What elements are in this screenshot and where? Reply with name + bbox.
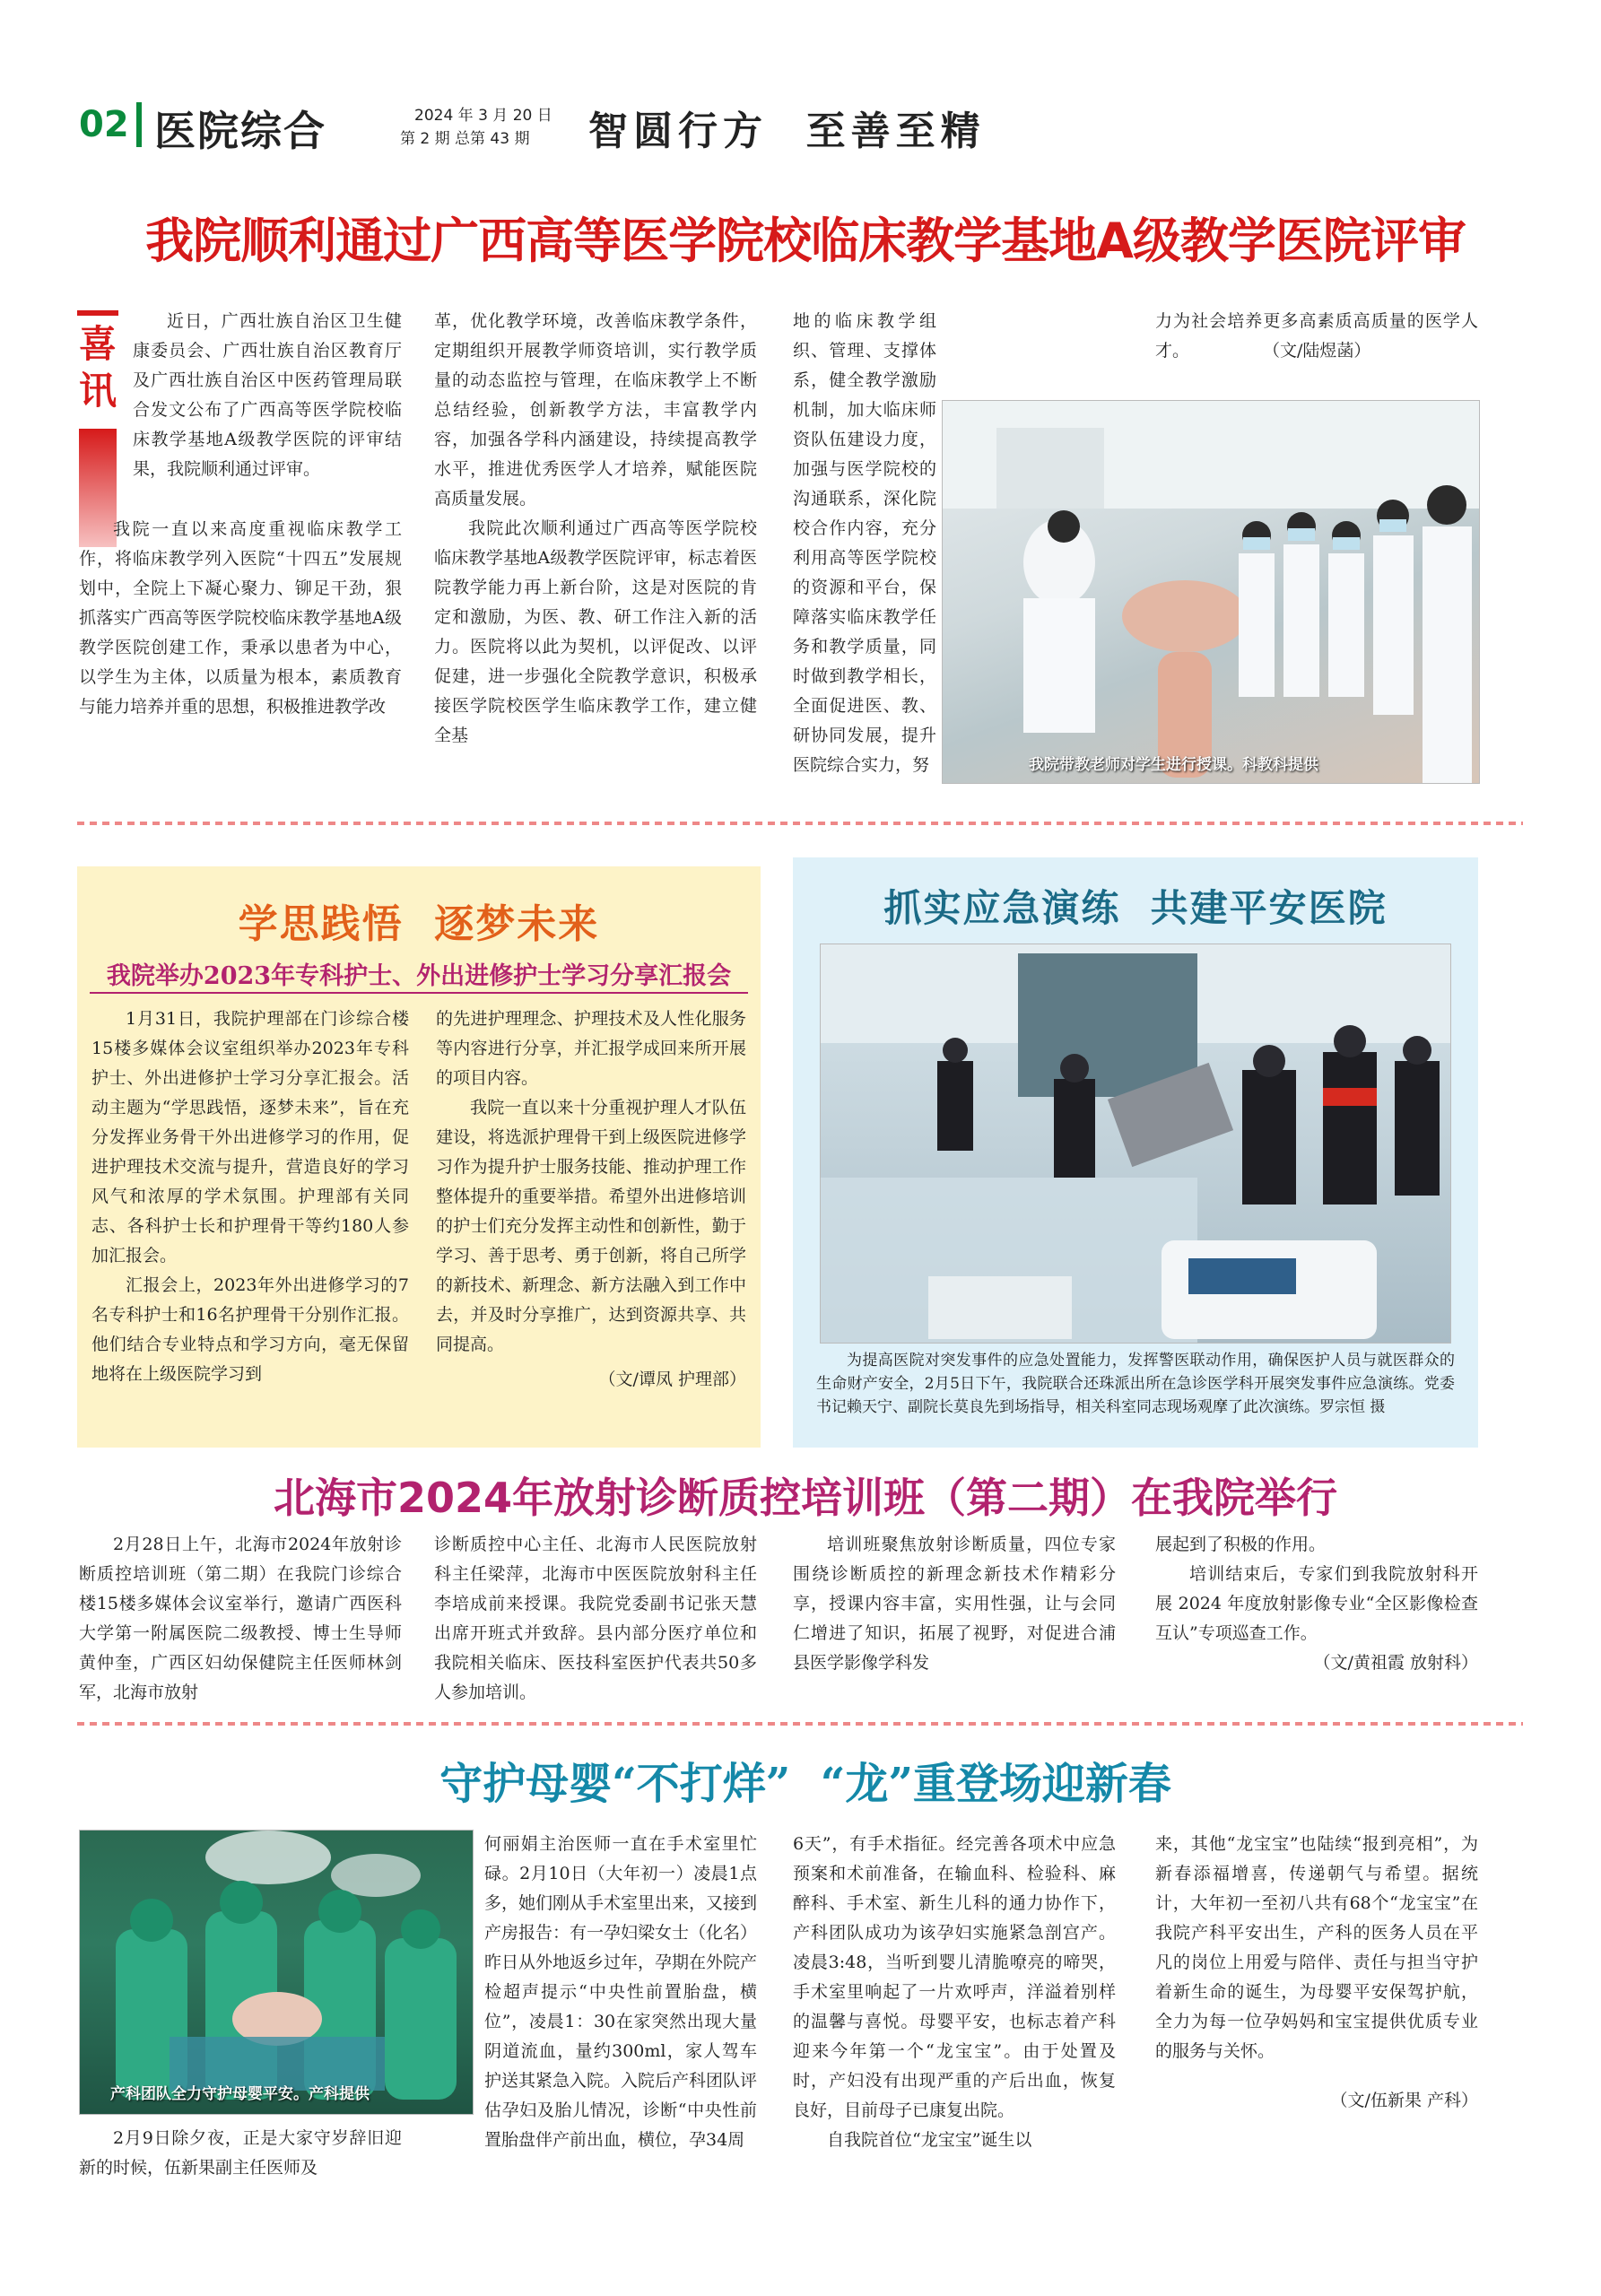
- article1-para: 近日，广西壮族自治区卫生健康委员会、广西壮族自治区教育厅及广西壮族自治区中医药管理局联合发文公布了广西高等医学院校临床教学基地A级教学医院的评审结果，我院顺利通过评审。: [133, 311, 402, 479]
- article4-title: 北海市2024年放射诊断质控培训班（第二期）在我院举行: [273, 1474, 1338, 1522]
- article1-title: 我院顺利通过广西高等医学院校临床教学基地A级教学医院评审: [145, 213, 1466, 269]
- article1-col1: [133, 307, 402, 484]
- article1-para: 我院一直以来高度重视临床教学工作，将临床教学列入医院“十四五”发展规划中，全院上下凝心聚力、铆足干劲，狠抓落实广西高等医学院校临床教学基地A级教学医院创建工作，秉承以患者为中心，以学生为主体，以质量为根本，素质教育与能力培养并重的思想，积极推进教学改: [79, 519, 402, 717]
- drill-caption: 为提高医院对突发事件的应急处置能力，发挥警医联动作用，确保医护人员与就医群众的生命财产安全，2月5日下午，我院联合还珠派出所在急诊医学科开展突发事件应急演练。党委书记赖天宁、副院长莫良先到场指导，相关科室同志现场观摩了此次演练。罗宗恒 摄: [816, 1352, 1455, 1416]
- surgery-photo-art: [80, 1831, 474, 2115]
- article5-col4: [1155, 1830, 1478, 2116]
- article3-title: 抓实应急演练 共建平安医院: [883, 886, 1388, 930]
- issue-number: 第 2 期 总第 43 期: [400, 130, 530, 148]
- article2-para: 1月31日，我院护理部在门诊综合楼15楼多媒体会议室组织举办2023年专科护士、外出进修护士学习分享汇报会。活动主题为“学思践悟，逐梦未来”，旨在充分发挥业务骨干外出进修学习的作用，促进护理技术交流与提升，营造良好的学习风气和浓厚的学术氛围。护理部有关同志、各科护士长和护理骨干等约180人参加汇报会。: [91, 1009, 409, 1265]
- surgery-photo: [79, 1830, 474, 2115]
- article1-para: 力为社会培养更多高素质高质量的医学人才。: [1155, 311, 1478, 361]
- article1-para: 地的临床教学组织、管理、支撑体系，健全教学激励机制，加大临床师资队伍建设力度，加强与医学院校的沟通联系，深化院校合作内容，充分利用高等医学院校的资源和平台，保障落实临床教学任务和教学质量，同时做到教学相长，全面促进医、教、研协同发展，提升医院综合实力，努: [793, 311, 936, 775]
- article5-col2: [484, 1830, 757, 2155]
- article1-col1-lower: [79, 515, 402, 722]
- article4-para: 诊断质控中心主任、北海市人民医院放射科主任梁萍，北海市中医医院放射科主任李培成前来授课。我院党委副书记张天慧出席开班式并致辞。县内部分医疗单位和我院相关临床、医技科室医护代表共50多人参加培训。: [434, 1535, 757, 1702]
- surgery-photo-caption: 产科团队全力守护母婴平安。产科提供: [110, 2085, 370, 2103]
- drill-photo: [820, 944, 1451, 1344]
- article1-para: 我院此次顺利通过广西高等医学院校临床教学基地A级教学医院评审，标志着医院教学能力再上新台阶，这是对医院的肯定和激励，为医、教、研工作注入新的活力。医院将以此为契机，以评促改、以评促建，进一步强化全院教学意识，积极承接医学院校医学生临床教学工作，建立健全基: [434, 518, 757, 745]
- nursing-report-panel: [77, 866, 761, 1448]
- article5-para: 2月9日除夕夜，正是大家守岁辞旧迎新的时候，伍新果副主任医师及: [79, 2128, 402, 2178]
- drill-photo-art: [821, 944, 1451, 1344]
- news-tag-label: 喜讯: [79, 322, 117, 413]
- article4-para: 培训结束后，专家们到我院放射科开展 2024 年度放射影像专业“全区影像检查互认”专项巡查工作。: [1155, 1564, 1478, 1643]
- article5-author: （文/伍新果 产科）: [1330, 2091, 1478, 2110]
- issue-date: 2024 年 3 月 20 日: [414, 107, 553, 125]
- section-divider: [77, 1722, 1523, 1726]
- article5-para: 自我院首位“龙宝宝”诞生以: [827, 2130, 1032, 2150]
- page-header: [79, 97, 1532, 154]
- article2-col2: [436, 1004, 746, 1395]
- article4-author: （文/黄祖霞 放射科）: [1313, 1653, 1478, 1673]
- article2-author: （文/谭凤 护理部）: [598, 1370, 746, 1389]
- article2-col1: [91, 1004, 409, 1389]
- header-bar: [136, 102, 142, 147]
- article1-para: 革，优化教学环境，改善临床教学条件，定期组织开展教学师资培训，实行教学质量的动态监控与管理，在临床教学上不断总结经验，创新教学方法，丰富教学内容，加强各学科内涵建设，持续提高教学水平，推进优秀医学人才培养，赋能医院高质量发展。: [434, 311, 757, 509]
- page-number: 02: [79, 104, 129, 145]
- article2-para: 汇报会上，2023年外出进修学习的7名专科护士和16名护理骨干分别作汇报。他们结合专业特点和学习方向，毫无保留地将在上级医院学习到: [91, 1275, 409, 1384]
- article4-col4: [1155, 1530, 1478, 1678]
- article2-title: 学思践悟 逐梦未来: [238, 901, 600, 947]
- article2-subtitle-rule: [90, 992, 748, 994]
- teaching-photo-caption: 我院带教老师对学生进行授课。科教科提供: [1029, 756, 1318, 774]
- article4-col2: [434, 1530, 757, 1708]
- article5-col3: [793, 1830, 1116, 2155]
- article1-author: （文/陆煜菡）: [1263, 341, 1371, 361]
- article2-subtitle: 我院举办2023年专科护士、外出进修护士学习分享汇报会: [106, 962, 732, 990]
- article1-col3: [793, 307, 936, 780]
- article1-col2: [434, 307, 757, 751]
- emergency-drill-panel: [793, 857, 1478, 1448]
- header-motto: 智圆行方 至善至精: [588, 109, 986, 154]
- article1-col4: [1155, 307, 1478, 366]
- section-divider: [77, 822, 1523, 825]
- article5-para: 何丽娟主治医师一直在手术室里忙碌。2月10日（大年初一）凌晨1点多，她们刚从手术室里出来，又接到产房报告：有一孕妇梁女士（化名）昨日从外地返乡过年，孕期在外院产检超声提示“中央性前置胎盘，横位”，凌晨1：30在家突然出现大量阴道流血，量约300ml，家人驾车护送其紧急入院。入院后产科团队评估孕妇及胎儿情况，诊断“中央性前置胎盘伴产前出血，横位，孕34周: [484, 1834, 758, 2150]
- article4-col3: [793, 1530, 1116, 1678]
- article5-para: 来，其他“龙宝宝”也陆续“报到亮相”，为新春添福增喜，传递朝气与希望。据统计，大年初一至初八共有68个“龙宝宝”在我院产科平安出生，产科的医务人员在平凡的岗位上用爱与陪伴、责任与担当守护着新生命的诞生，为母婴平安保驾护航，全力为每一位孕妈妈和宝宝提供优质专业的服务与关怀。: [1155, 1834, 1478, 2061]
- article2-para: 的先进护理理念、护理技术及人性化服务等内容进行分享，并汇报学成回来所开展的项目内容。: [436, 1009, 746, 1088]
- article4-para: 2月28日上午，北海市2024年放射诊断质控培训班（第二期）在我院门诊综合楼15楼多媒体会议室举行，邀请广西医科大学第一附属医院二级教授、博士生导师黄仲奎，广西区妇幼保健院主任医师林剑军，北海市放射: [79, 1535, 402, 1702]
- article5-title: 守护母婴“不打烊” “龙”重登场迎新春: [439, 1759, 1171, 1809]
- section-title: 医院综合: [154, 107, 326, 155]
- article5-para: 6天”，有手术指征。经完善各项术中应急预案和术前准备，在输血科、检验科、麻醉科、手术室、新生儿科的通力协作下，产科团队成功为该孕妇实施紧急剖宫产。凌晨3:48，当听到婴儿清脆嘹亮的啼哭，手术室里响起了一片欢呼声，洋溢着别样的温馨与喜悦。母婴平安，也标志着产科迎来今年第一个“龙宝宝”。由于处置及时，产妇没有出现严重的产后出血，恢复良好，目前母子已康复出院。: [793, 1834, 1116, 2120]
- article4-col1: [79, 1530, 402, 1708]
- teaching-photo-art: [943, 401, 1480, 784]
- teaching-photo: [942, 400, 1480, 784]
- article4-para: 展起到了积极的作用。: [1155, 1535, 1327, 1554]
- article5-col1: [79, 2124, 402, 2183]
- article4-para: 培训班聚焦放射诊断质量，四位专家围绕诊断质控的新理念新技术作精彩分享，授课内容丰富，实用性强，让与会同仁增进了知识，拓展了视野，对促进合浦县医学影像学科发: [793, 1535, 1116, 1673]
- news-tag-bar-top: [77, 310, 118, 316]
- article2-para: 我院一直以来十分重视护理人才队伍建设，将选派护理骨干到上级医院进修学习作为提升护士服务技能、推动护理工作整体提升的重要举措。希望外出进修培训的护士们充分发挥主动性和创新性，勤于学习、善于思考、勇于创新，将自己所学的新技术、新理念、新方法融入到工作中去，并及时分享推广，达到资源共享、共同提高。: [436, 1098, 746, 1354]
